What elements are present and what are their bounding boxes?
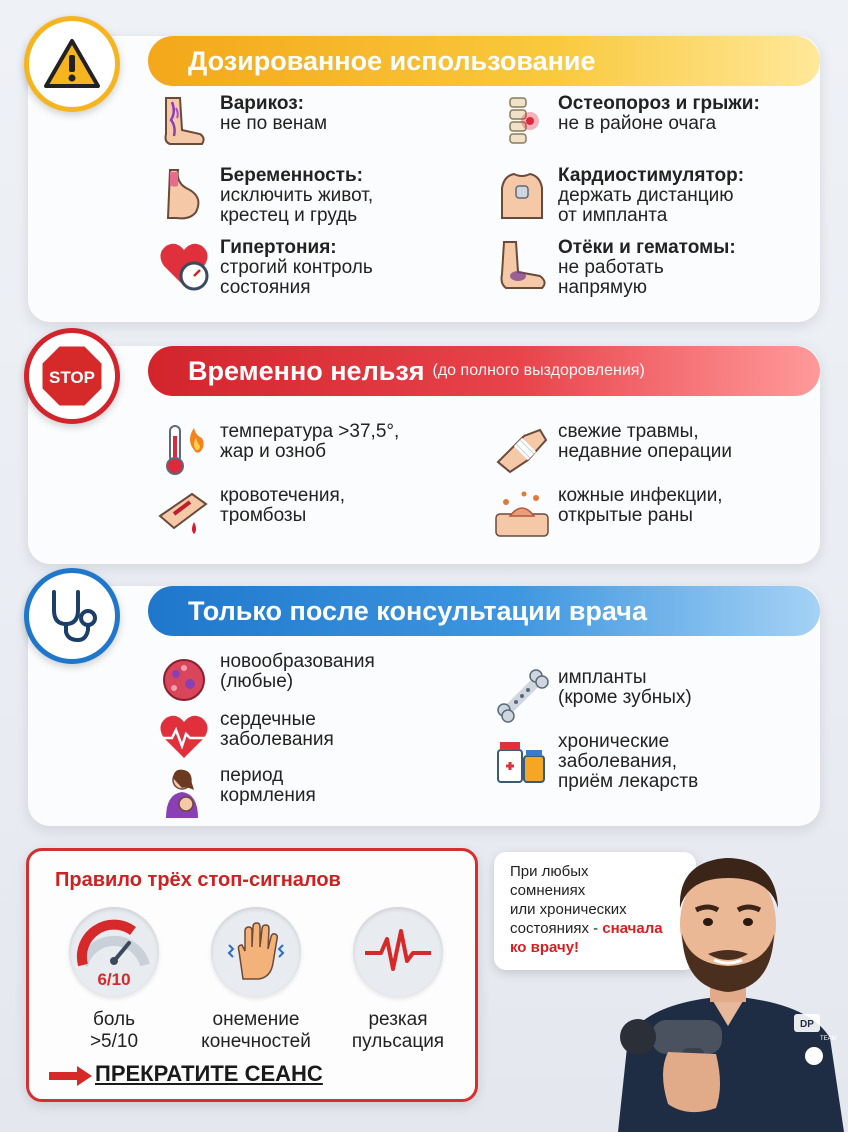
- shirt-logo-text: DP: [800, 1019, 814, 1030]
- item-text: строгий контроль: [220, 257, 373, 278]
- list-item-hypertension: [156, 238, 373, 298]
- bruised-foot-icon: [494, 238, 550, 294]
- pain-gauge-icon: [73, 911, 155, 993]
- therapist-mascot-icon: [598, 842, 848, 1132]
- bubble-line4: состояниях -: [510, 920, 599, 937]
- cell-virus-icon: [156, 652, 212, 708]
- arrow-right-icon: [49, 1065, 93, 1087]
- bubble-line1: При любых: [510, 863, 589, 880]
- bubble-line3: или хронических: [510, 901, 627, 918]
- pulse-label-line2: пульсация: [351, 1031, 445, 1052]
- item-text: напрямую: [558, 277, 648, 298]
- pain-gauge-circle: [69, 907, 159, 997]
- item-text: (любые): [220, 671, 294, 692]
- warning-badge: [24, 16, 120, 112]
- numbness-label-line1: онемение: [212, 1009, 300, 1030]
- item-text: не в районе очага: [558, 113, 717, 134]
- numb-hand-icon: [225, 921, 287, 983]
- list-item-osteoporosis: [494, 94, 760, 150]
- item-label: Беременность:: [220, 165, 363, 186]
- item-text: новообразования: [220, 651, 375, 672]
- list-item-neoplasms: [156, 652, 375, 708]
- item-text: недавние операции: [558, 441, 733, 462]
- bubble-line2: сомнениях: [510, 882, 586, 899]
- section-doctor-consultation-title: Только после консультации врача: [188, 595, 647, 626]
- list-item-pacemaker: [494, 166, 744, 226]
- stop-badge: [24, 328, 120, 424]
- spine-icon: [494, 94, 550, 150]
- item-text: от импланта: [558, 205, 668, 226]
- pulse-label: [339, 1009, 457, 1053]
- thermometer-fire-icon: [156, 422, 212, 478]
- item-text: держать дистанцию: [558, 185, 734, 206]
- bone-implant-icon: [494, 668, 550, 724]
- pain-label-line2: >5/10: [89, 1031, 139, 1052]
- list-item-pregnancy: [156, 166, 373, 226]
- list-item-breastfeeding: [156, 766, 316, 822]
- numbness-label: [189, 1009, 323, 1053]
- bandaged-arm-icon: [494, 422, 550, 478]
- section-temporarily-forbidden-subtitle: (до полного выздоровления): [432, 362, 645, 379]
- item-label: Варикоз:: [220, 93, 304, 114]
- leg-veins-icon: [156, 94, 212, 150]
- three-stop-signals-panel: [26, 848, 478, 1102]
- pulse-label-line1: резкая: [368, 1009, 428, 1030]
- pregnant-belly-icon: [156, 166, 212, 222]
- list-item-chronic-diseases: [494, 732, 698, 792]
- list-item-skin-infections: [494, 486, 723, 542]
- list-item-heart-disease: [156, 710, 334, 766]
- item-label: Остеопороз и грыжи:: [558, 93, 760, 114]
- pain-label: [59, 1009, 169, 1053]
- three-stop-signals-title: Правило трёх стоп-сигналов: [55, 869, 341, 891]
- shirt-logo-text-2: TEAM: [820, 1036, 837, 1042]
- section-doctor-consultation-banner: [148, 586, 820, 636]
- item-text: приём лекарств: [558, 771, 699, 792]
- item-text: состояния: [220, 277, 311, 298]
- section-temporarily-forbidden-banner: [148, 346, 820, 396]
- pacemaker-torso-icon: [494, 166, 550, 222]
- list-item-edema: [494, 238, 736, 298]
- pulse-line-icon: [363, 927, 433, 977]
- skin-infection-icon: [494, 486, 550, 542]
- item-label: Отёки и гематомы:: [558, 237, 736, 258]
- item-text: исключить живот,: [220, 185, 374, 206]
- item-label: Кардиостимулятор:: [558, 165, 745, 186]
- pain-label-line1: боль: [92, 1009, 136, 1030]
- item-text: хронические: [558, 731, 670, 752]
- item-text: не по венам: [220, 113, 328, 134]
- pain-gauge-value: 6/10: [97, 970, 131, 989]
- bubble-highlight1: сначала: [602, 920, 663, 937]
- item-text: кормления: [220, 785, 316, 806]
- item-text: не работать: [558, 257, 664, 278]
- section-temporarily-forbidden-title: Временно нельзя: [188, 355, 425, 386]
- breastfeeding-icon: [156, 766, 212, 822]
- section-doctor-consultation: [28, 586, 820, 826]
- item-text: заболевания: [220, 729, 334, 750]
- item-text: сердечные: [220, 709, 316, 730]
- bubble-highlight2: ко врачу!: [510, 939, 580, 956]
- item-text: кожные инфекции,: [558, 485, 723, 506]
- list-item-varicose: [156, 94, 327, 150]
- stethoscope-icon: [42, 586, 102, 646]
- item-text: открытые раны: [558, 505, 693, 526]
- warning-triangle-icon: [43, 38, 101, 90]
- item-text: (кроме зубных): [558, 687, 692, 708]
- section-dosed-use-title: Дозированное использование: [188, 45, 596, 76]
- stethoscope-badge: [24, 568, 120, 664]
- item-text: температура >37,5°,: [220, 421, 400, 442]
- bleeding-wound-icon: [156, 486, 212, 542]
- heart-pulse-icon: [156, 710, 212, 766]
- numbness-label-line2: конечностей: [201, 1031, 311, 1052]
- list-item-fresh-injuries: [494, 422, 732, 478]
- item-text: жар и озноб: [220, 441, 327, 462]
- item-text: кровотечения,: [220, 485, 346, 506]
- list-item-bleeding: [156, 486, 345, 542]
- pulse-circle: [353, 907, 443, 997]
- item-label: Гипертония:: [220, 237, 337, 258]
- numb-hand-circle: [211, 907, 301, 997]
- stop-sign-text: STOP: [49, 368, 95, 387]
- item-text: свежие травмы,: [558, 421, 699, 442]
- heart-gauge-icon: [156, 238, 212, 294]
- list-item-implants: [494, 668, 692, 724]
- item-text: период: [220, 765, 284, 786]
- medicine-bottles-icon: [494, 732, 550, 788]
- item-text: импланты: [558, 667, 647, 688]
- stop-sign-icon: [39, 343, 105, 409]
- stop-session-text: ПРЕКРАТИТЕ СЕАНС: [95, 1061, 323, 1086]
- item-text: крестец и грудь: [220, 205, 358, 226]
- list-item-fever: [156, 422, 399, 478]
- section-dosed-use-banner: [148, 36, 820, 86]
- item-text: тромбозы: [220, 505, 307, 526]
- item-text: заболевания,: [558, 751, 678, 772]
